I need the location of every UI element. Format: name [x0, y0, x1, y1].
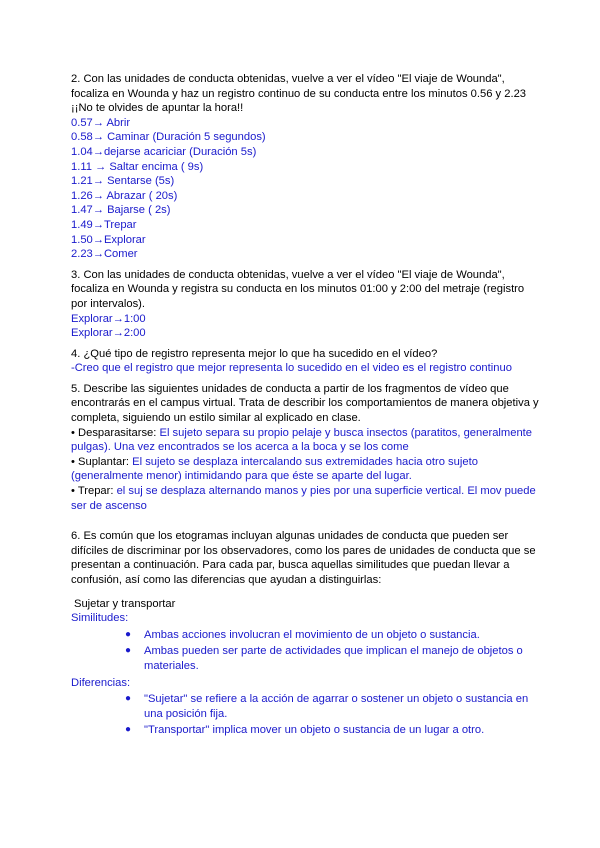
q2-entry: 1.21→ Sentarse (5s)	[71, 175, 175, 188]
q2-entry: 0.57→ Abrir	[71, 116, 131, 129]
spacer	[71, 513, 541, 529]
q5-item-description: el suj se desplaza alternando manos y pies por una superficie vertical. El mov puede ser de ascenso	[71, 485, 536, 512]
spacer	[71, 588, 541, 597]
q2-entry: 1.49→Trepar	[71, 218, 137, 231]
q2-entry: 1.04→dejarse acariciar (Duración 5s)	[71, 145, 257, 158]
q5-item-label: • Suplantar:	[71, 455, 133, 468]
q2-entry: 1.26→ Abrazar ( 20s)	[71, 189, 178, 202]
q3-entry: Explorar→2:00	[71, 327, 146, 340]
q5-item-label: • Desparasitarse:	[71, 426, 160, 439]
q4-answer: -Creo que el registro que mejor representa lo sucedido en el video es el registro continuo	[71, 362, 512, 375]
pair-title: Sujetar y transportar	[74, 597, 176, 610]
q3-entry: Explorar→1:00	[71, 312, 146, 325]
document-page	[71, 72, 541, 740]
list-item-text: Ambas pueden ser parte de actividades que implican el manejo de objetos o materiales.	[144, 645, 523, 672]
q5-item-label: • Trepar:	[71, 485, 117, 498]
question-6-text: 6. Es común que los etogramas incluyan algunas unidades de conducta que pueden ser difíciles de discriminar por los observadores, como los pares de unidades de conducta que se presentan a continuación. Para cada par, busca aquellas similitudes que puedan llevar a confusión, así como las diferencias que ayudan a distinguirlas:	[71, 530, 536, 586]
list-item-text: "Transportar" implica mover un objeto o sustancia de un lugar a otro.	[144, 724, 485, 737]
q5-item-description: El sujeto separa su propio pelaje y busca insectos (paratitos, generalmente pulgas). Una vez encontrados se los acerca a la boca y se los come	[71, 426, 532, 454]
list-item	[125, 692, 541, 721]
question-5-text: 5. Describe las siguientes unidades de conducta a partir de los fragmentos de vídeo que encontrarás en el campus virtual. Trata de describir los comportamientos de manera objetiva y completa, siguiendo un estilo similar al explicado en clase.	[71, 382, 539, 425]
q2-entry: 0.58→ Caminar (Duración 5 segundos)	[71, 131, 266, 144]
q2-entries	[71, 116, 541, 262]
list-item	[125, 644, 541, 673]
diferencias-list	[71, 692, 541, 738]
q5-item-desparasitarse	[71, 426, 541, 455]
bullet-icon: ●	[125, 693, 132, 705]
similitudes-label: Similitudes:	[71, 612, 129, 625]
q5-item-suplantar	[71, 455, 541, 484]
list-item-text: Ambas acciones involucran el movimiento de un objeto o sustancia.	[144, 628, 480, 641]
q2-entry: 2.23→Comer	[71, 248, 138, 261]
bullet-icon: ●	[125, 628, 132, 640]
bullet-icon: ●	[125, 645, 132, 657]
list-item	[125, 723, 541, 738]
bullet-icon: ●	[125, 724, 132, 736]
question-3-text: 3. Con las unidades de conducta obtenidas, vuelve a ver el vídeo "El viaje de Wounda", focaliza en Wounda y registra su conducta en los minutos 01:00 y 2:00 del metraje (registro por intervalos).	[71, 268, 525, 310]
similitudes-list	[71, 628, 541, 674]
q2-entry: 1.11 → Saltar encima ( 9s)	[71, 160, 204, 173]
question-4-text: 4. ¿Qué tipo de registro representa mejor lo que ha sucedido en el vídeo?	[71, 347, 438, 360]
q5-item-description: El sujeto se desplaza intercalando sus extremidades hacia otro sujeto (generalmente menor) intimidando para que éste se aparte del lugar.	[71, 455, 478, 483]
q2-entry: 1.50→Explorar	[71, 233, 146, 246]
q2-entry: 1.47→ Bajarse ( 2s)	[71, 204, 171, 217]
q5-item-trepar	[71, 484, 541, 513]
list-item	[125, 628, 541, 643]
diferencias-label: Diferencias:	[71, 676, 131, 689]
list-item-text: "Sujetar" se refiere a la acción de agarrar o sostener un objeto o sustancia en una posición fija.	[144, 693, 529, 720]
question-2-text: 2. Con las unidades de conducta obtenidas, vuelve a ver el vídeo "El viaje de Wounda", focaliza en Wounda y haz un registro continuo de su conducta entre los minutos 0.56 y 2.23 ¡¡No te olvides de apuntar la hora!!	[71, 73, 527, 115]
